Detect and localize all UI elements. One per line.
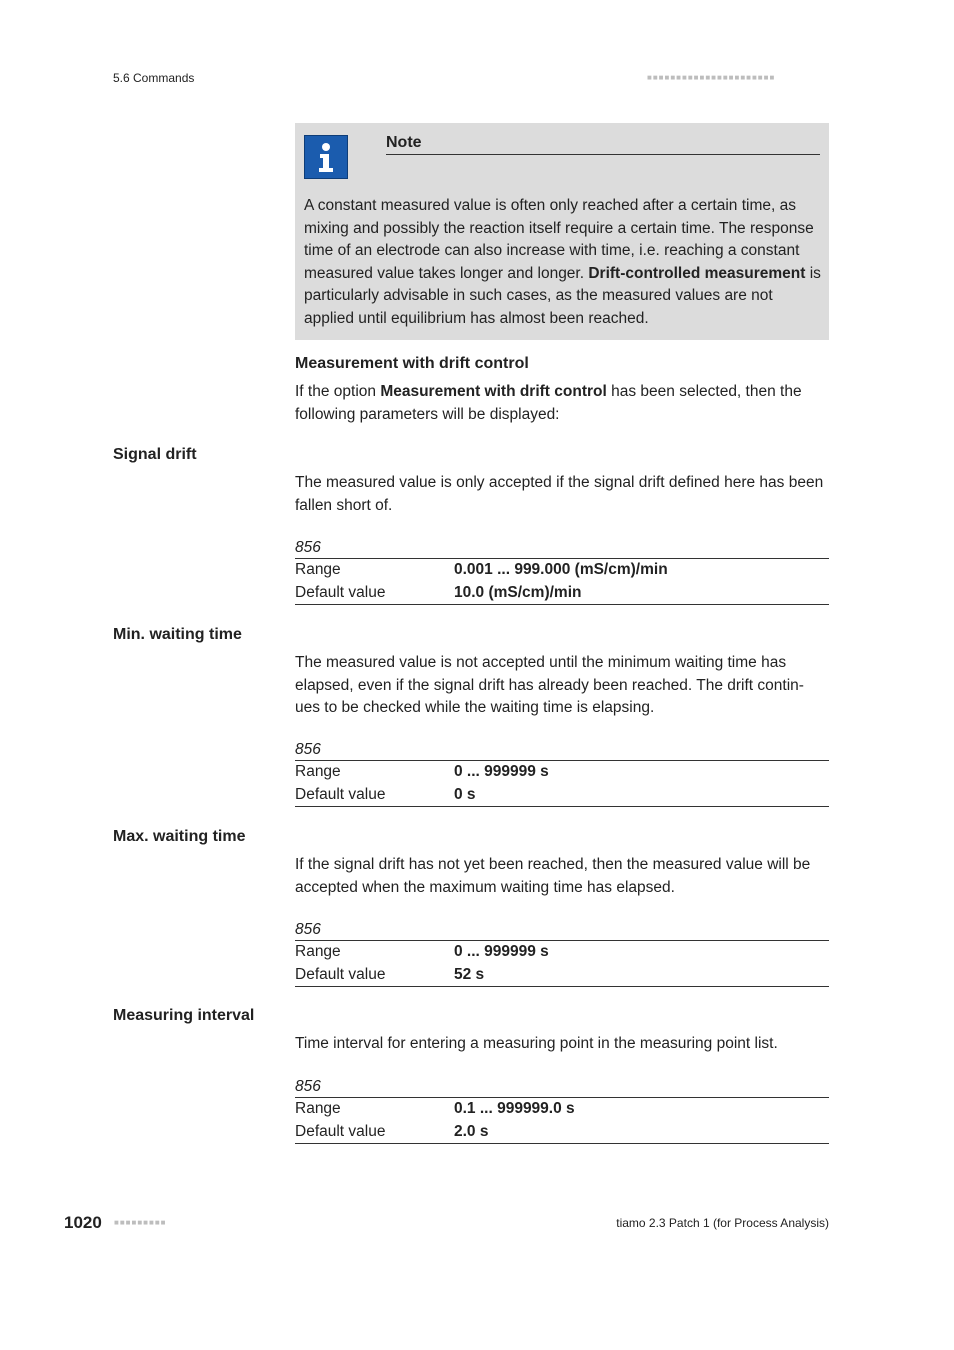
table-caption: 856 xyxy=(295,919,829,941)
page-number: 1020 xyxy=(64,1213,102,1232)
parameter-table xyxy=(295,739,829,807)
section-description: Time interval for entering a measuring point in the measuring point list. xyxy=(295,1035,778,1052)
drift-control-heading: Measurement with drift control xyxy=(295,355,529,372)
table-row-default: Default value 0 s xyxy=(295,784,829,808)
section-description: The measured value is not accepted until the minimum waiting time has elapsed, even if the signal drift has already been reached. The drift contin- ues to be checked while the waiting time is elapsing. xyxy=(295,654,804,716)
note-text: A constant measured value is often only reached after a certain time, as mixing and possibly the reaction itself require a certain time. The response time of an electrode can also increase with time, i.e. reaching a constant measured value takes longer and longer. Drift-controlled measurement is particularly advisable in such cases, as the measured values are not applied until equilibrium has almost been reached. xyxy=(304,197,821,327)
table-row-default: Default value 2.0 s xyxy=(295,1121,829,1145)
parameter-table xyxy=(295,1076,829,1144)
table-row-range: Range 0.001 ... 999.000 (mS/cm)/min xyxy=(295,561,668,578)
table-caption: 856 xyxy=(295,537,829,559)
footer-product-name: tiamo 2.3 Patch 1 (for Process Analysis) xyxy=(616,1216,829,1230)
table-row-range: Range 0 ... 999999 s xyxy=(295,763,549,780)
footer-decoration: ■■■■■■■■■ xyxy=(114,1218,167,1227)
table-row-default: Default value 52 s xyxy=(295,964,829,988)
info-glyph xyxy=(305,136,347,178)
section-title-min-waiting-time: Min. waiting time xyxy=(113,626,242,643)
note-box xyxy=(295,123,829,340)
table-row-range: Range 0.1 ... 999999.0 s xyxy=(295,1100,575,1117)
table-row-range: Range 0 ... 999999 s xyxy=(295,943,549,960)
running-header-section: 5.6 Commands xyxy=(113,71,195,85)
header-decoration: ■■■■■■■■■■■■■■■■■■■■■■ xyxy=(647,73,776,82)
parameter-table xyxy=(295,537,829,605)
table-caption: 856 xyxy=(295,739,829,761)
section-title-signal-drift: Signal drift xyxy=(113,446,197,463)
option-name: Measurement with drift control xyxy=(380,383,607,400)
parameter-table xyxy=(295,919,829,987)
section-description: If the signal drift has not yet been reached, then the measured value will be accepted when the maximum waiting time has elapsed. xyxy=(295,856,811,896)
drift-control-intro: If the option Measurement with drift control has been selected, then the following parameters will be displayed: xyxy=(295,383,802,423)
note-title: Note xyxy=(386,134,820,155)
info-icon xyxy=(304,135,348,179)
table-row-default: Default value 10.0 (mS/cm)/min xyxy=(295,582,829,606)
note-emphasis: Drift-controlled measurement xyxy=(588,264,806,282)
section-description: The measured value is only accepted if the signal drift defined here has been fallen short of. xyxy=(295,474,824,514)
section-title-measuring-interval: Measuring interval xyxy=(113,1007,255,1024)
section-title-max-waiting-time: Max. waiting time xyxy=(113,828,246,845)
table-caption: 856 xyxy=(295,1076,829,1098)
